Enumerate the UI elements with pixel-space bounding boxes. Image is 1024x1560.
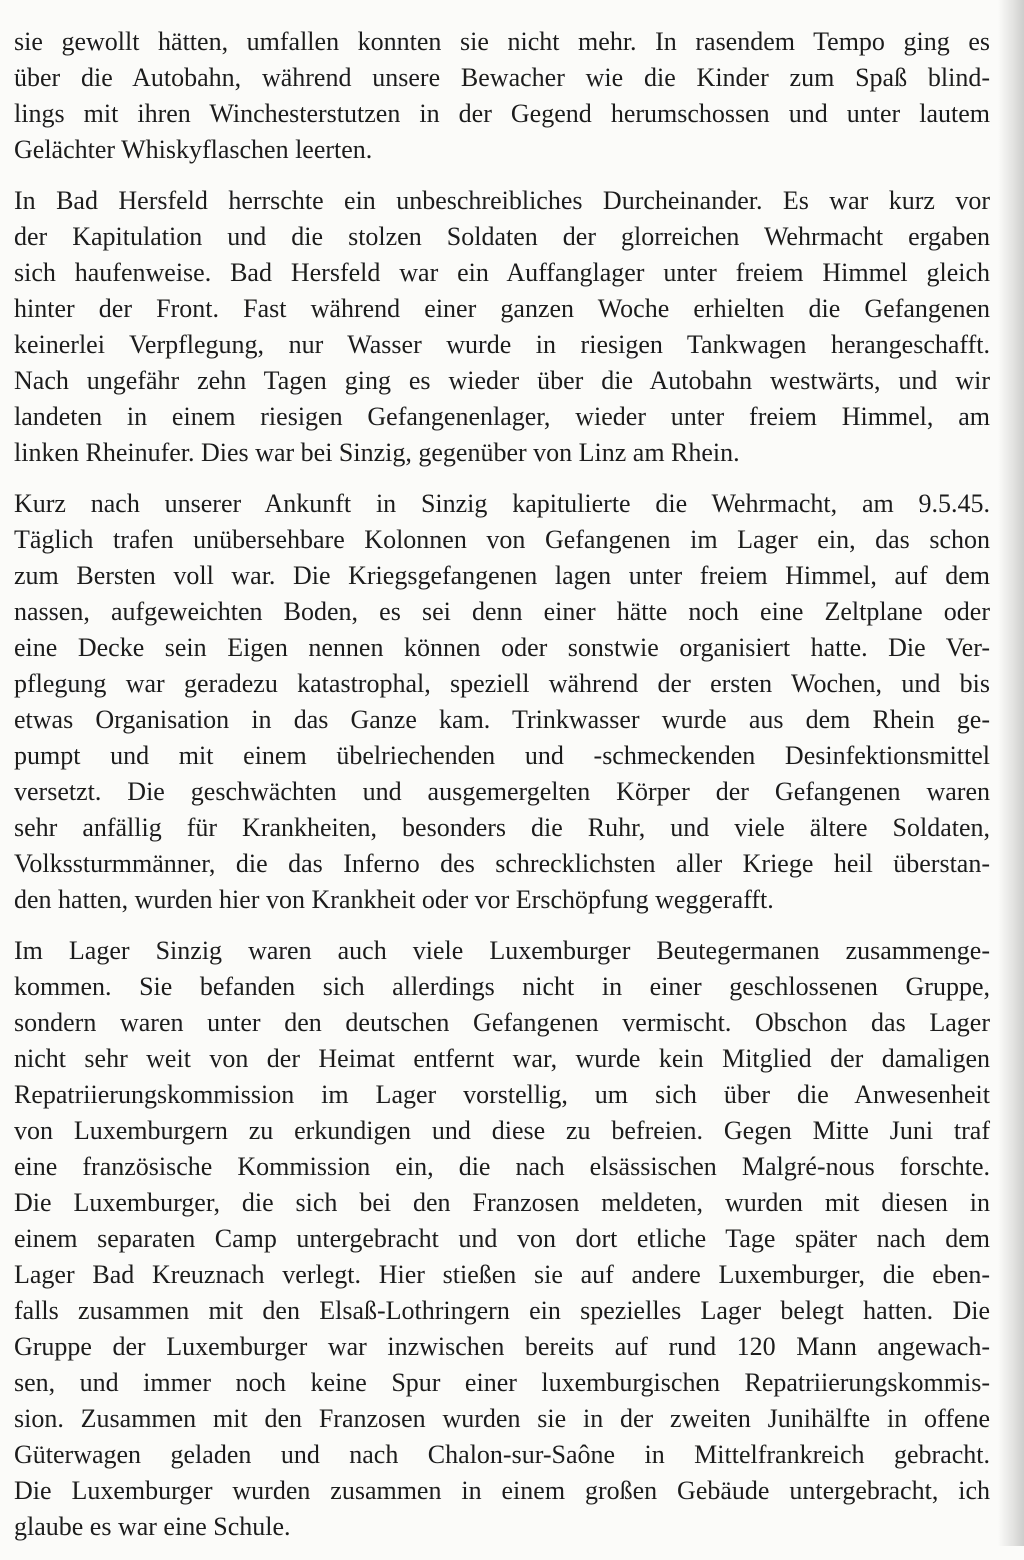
text-line: sie gewollt hätten, umfallen konnten sie nicht mehr. In rasendem Tempo ging es — [14, 27, 990, 56]
text-line: Die Luxemburger, die sich bei den Franzosen meldeten, wurden mit diesen in — [14, 1188, 990, 1217]
text-line: In Bad Hersfeld herrschte ein unbeschreibliches Durcheinander. Es war kurz vor — [14, 186, 990, 215]
text-line: sich haufenweise. Bad Hersfeld war ein Auffanglager unter freiem Himmel gleich — [14, 258, 990, 287]
text-line: über die Autobahn, während unsere Bewacher wie die Kinder zum Spaß blind- — [14, 63, 990, 92]
text-line: sondern waren unter den deutschen Gefangenen vermischt. Obschon das Lager — [14, 1008, 990, 1037]
text-line: sen, und immer noch keine Spur einer luxemburgischen Repatriierungskommis- — [14, 1368, 990, 1397]
text-line: einem separaten Camp untergebracht und von dort etliche Tage später nach dem — [14, 1224, 990, 1253]
document-page — [14, 24, 990, 1560]
text-line: glaube es war eine Schule. — [14, 1512, 291, 1541]
text-line: pflegung war geradezu katastrophal, speziell während der ersten Wochen, und bis — [14, 669, 990, 698]
text-line: nicht sehr weit von der Heimat entfernt war, wurde kein Mitglied der damaligen — [14, 1044, 990, 1073]
paragraph — [14, 933, 990, 1545]
text-line: von Luxemburgern zu erkundigen und diese zu befreien. Gegen Mitte Juni traf — [14, 1116, 990, 1145]
text-line: versetzt. Die geschwächten und ausgemergelten Körper der Gefangenen waren — [14, 777, 990, 806]
text-line: landeten in einem riesigen Gefangenenlager, wieder unter freiem Himmel, am — [14, 402, 990, 431]
page-edge-shadow — [998, 0, 1024, 1546]
text-line: nassen, aufgeweichten Boden, es sei denn einer hätte noch eine Zeltplane oder — [14, 597, 990, 626]
text-line: sion. Zusammen mit den Franzosen wurden sie in der zweiten Junihälfte in offene — [14, 1404, 990, 1433]
text-line: kommen. Sie befanden sich allerdings nicht in einer geschlossenen Gruppe, — [14, 972, 990, 1001]
text-line: zum Bersten voll war. Die Kriegsgefangenen lagen unter freiem Himmel, auf dem — [14, 561, 990, 590]
text-line: der Kapitulation und die stolzen Soldaten der glorreichen Wehrmacht ergaben — [14, 222, 990, 251]
text-line: falls zusammen mit den Elsaß-Lothringern ein spezielles Lager belegt hatten. Die — [14, 1296, 990, 1325]
text-line: Die Luxemburger wurden zusammen in einem großen Gebäude untergebracht, ich — [14, 1476, 990, 1505]
paragraph — [14, 183, 990, 471]
text-line: Täglich trafen unübersehbare Kolonnen von Gefangenen im Lager ein, das schon — [14, 525, 990, 554]
text-line: keinerlei Verpflegung, nur Wasser wurde in riesigen Tankwagen herangeschafft. — [14, 330, 990, 359]
text-line: den hatten, wurden hier von Krankheit oder vor Erschöpfung weggerafft. — [14, 885, 774, 914]
paragraph — [14, 24, 990, 168]
text-line: hinter der Front. Fast während einer ganzen Woche erhielten die Gefangenen — [14, 294, 990, 323]
text-line: Güterwagen geladen und nach Chalon-sur-Saône in Mittelfrankreich gebracht. — [14, 1440, 990, 1469]
text-line: sehr anfällig für Krankheiten, besonders die Ruhr, und viele ältere Soldaten, — [14, 813, 990, 842]
text-line: lings mit ihren Winchesterstutzen in der Gegend herumschossen und unter lautem — [14, 99, 990, 128]
text-line: Repatriierungskommission im Lager vorstellig, um sich über die Anwesenheit — [14, 1080, 990, 1109]
text-line: Im Lager Sinzig waren auch viele Luxemburger Beutegermanen zusammenge- — [14, 936, 990, 965]
text-line: Kurz nach unserer Ankunft in Sinzig kapitulierte die Wehrmacht, am 9.5.45. — [14, 489, 990, 518]
text-line: Nach ungefähr zehn Tagen ging es wieder über die Autobahn westwärts, und wir — [14, 366, 990, 395]
text-line: Lager Bad Kreuznach verlegt. Hier stießen sie auf andere Luxemburger, die eben- — [14, 1260, 990, 1289]
paragraph — [14, 486, 990, 918]
text-line: eine französische Kommission ein, die nach elsässischen Malgré-nous forschte. — [14, 1152, 990, 1181]
text-line: linken Rheinufer. Dies war bei Sinzig, gegenüber von Linz am Rhein. — [14, 438, 740, 467]
text-line: Gruppe der Luxemburger war inzwischen bereits auf rund 120 Mann angewach- — [14, 1332, 990, 1361]
text-line: etwas Organisation in das Ganze kam. Trinkwasser wurde aus dem Rhein ge- — [14, 705, 990, 734]
text-line: Gelächter Whiskyflaschen leerten. — [14, 135, 373, 164]
text-line: pumpt und mit einem übelriechenden und -schmeckenden Desinfektionsmittel — [14, 741, 990, 770]
text-line: Volkssturmmänner, die das Inferno des schrecklichsten aller Kriege heil überstan- — [14, 849, 990, 878]
text-line: eine Decke sein Eigen nennen können oder sonstwie organisiert hatte. Die Ver- — [14, 633, 990, 662]
